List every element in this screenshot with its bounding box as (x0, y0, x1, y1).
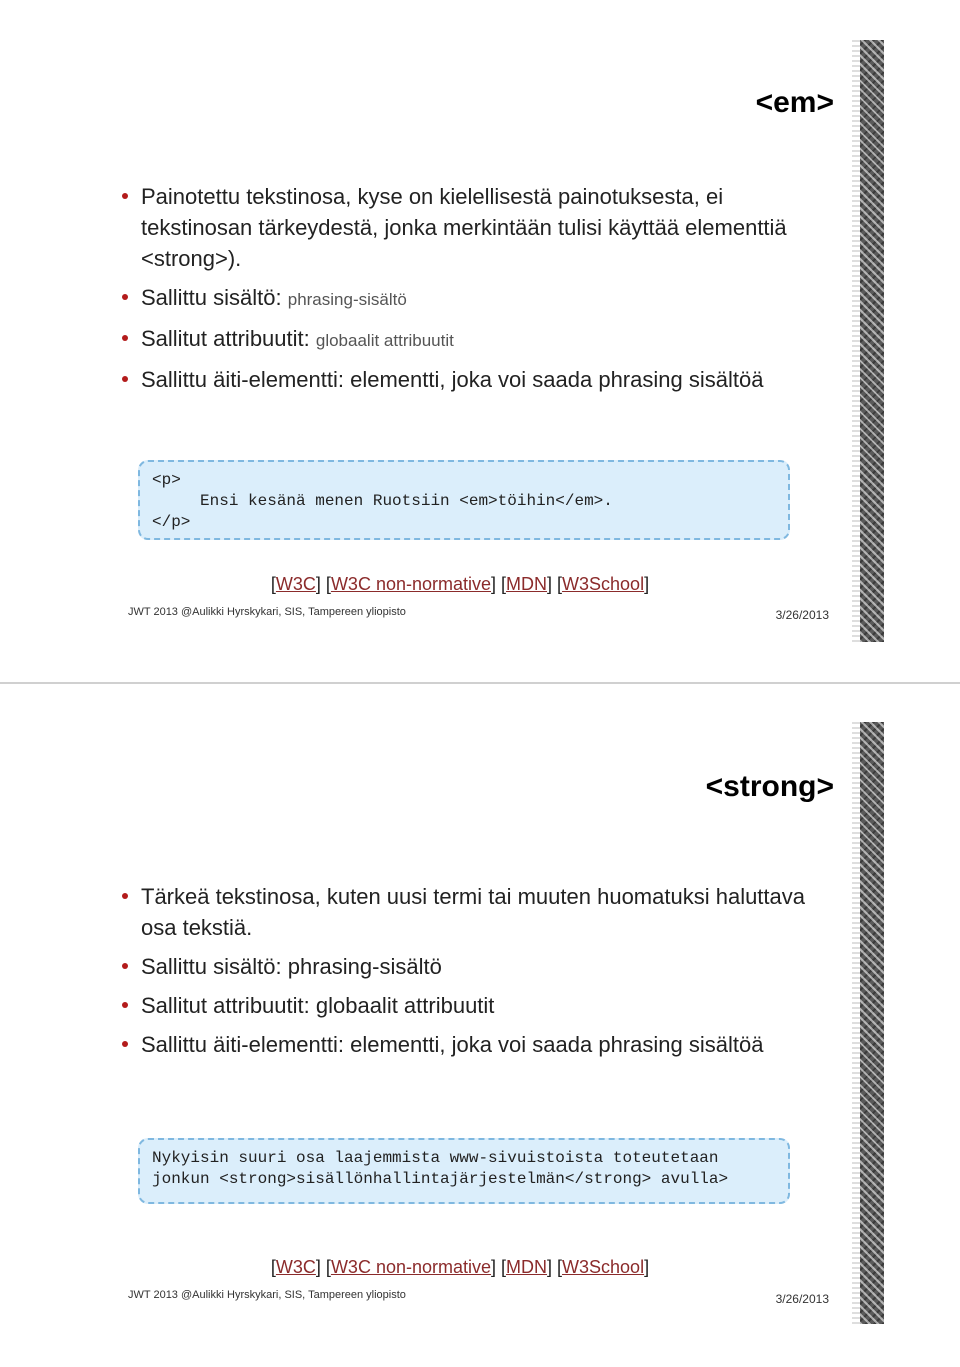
slide-footer: JWT 2013 @Aulikki Hyrskykari, SIS, Tampereen yliopisto (128, 606, 406, 618)
bullet-item (120, 364, 810, 395)
ref-link-w3c-non-normative[interactable]: W3C non-normative (330, 1257, 491, 1277)
code-example: Nykyisin suuri osa laajemmista www-sivuistoista toteutetaan jonkun <strong>sisällönhallintajärjestelmän</strong> avulla> (138, 1138, 790, 1204)
ref-link-w3c-non-normative[interactable]: W3C non-normative (330, 574, 491, 594)
slide-footer: JWT 2013 @Aulikki Hyrskykari, SIS, Tampereen yliopisto (128, 1289, 406, 1301)
bullet-item (120, 323, 810, 356)
bullet-item (120, 951, 810, 982)
ref-link-mdn[interactable]: MDN (506, 574, 548, 594)
bullet-text: Sallitut attribuutit: (141, 326, 316, 351)
bullet-list (120, 181, 810, 395)
slide-strong (0, 684, 960, 1367)
decorative-pattern-strip (860, 722, 884, 1324)
slide-em (0, 0, 960, 683)
bullet-item (120, 1029, 810, 1060)
bullet-detail: phrasing-sisältö (287, 290, 407, 309)
code-example: <p> Ensi kesänä menen Ruotsiin <em>töihin</em>. </p> (138, 460, 790, 540)
bullet-dot-icon (122, 1041, 128, 1047)
ref-link-w3c[interactable]: W3C (275, 574, 316, 594)
ref-link-w3school[interactable]: W3School (562, 1257, 645, 1277)
bullet-text: Sallittu äiti-elementti: elementti, joka voi saada phrasing sisältöä (141, 1032, 764, 1057)
bullet-item (120, 881, 810, 943)
reference-links: [W3C] [W3C non-normative] [MDN] [W3School] (270, 1257, 650, 1277)
bullet-dot-icon (122, 893, 128, 899)
slide-date: 3/26/2013 (775, 1292, 829, 1306)
slide-title: <em> (755, 86, 834, 119)
bullet-dot-icon (122, 1002, 128, 1008)
bullet-text: Tärkeä tekstinosa, kuten uusi termi tai muuten huomatuksi haluttava osa tekstiä. (141, 884, 806, 940)
bullet-dot-icon (122, 193, 128, 199)
ref-link-mdn[interactable]: MDN (506, 1257, 548, 1277)
ref-link-w3c[interactable]: W3C (275, 1257, 316, 1277)
reference-links: [W3C] [W3C non-normative] [MDN] [W3School] (270, 574, 650, 594)
bullet-list (120, 881, 810, 1060)
bullet-dot-icon (122, 376, 128, 382)
ref-link-w3school[interactable]: W3School (562, 574, 645, 594)
bullet-item (120, 181, 810, 274)
bullet-item (120, 990, 810, 1021)
bullet-text: Painotettu tekstinosa, kyse on kielellisestä painotuksesta, ei tekstinosan tärkeydestä, jonka merkintään tulisi käyttää elementtiä <strong>). (141, 184, 787, 271)
bullet-dot-icon (122, 335, 128, 341)
bullet-text: Sallittu äiti-elementti: elementti, joka voi saada phrasing sisältöä (141, 367, 764, 392)
bullet-detail: globaalit attribuutit (315, 331, 454, 350)
decorative-pattern-strip (860, 40, 884, 642)
bullet-item (120, 282, 810, 315)
bullet-text: Sallitut attribuutit: globaalit attribuutit (141, 993, 495, 1018)
bullet-dot-icon (122, 294, 128, 300)
slide-date: 3/26/2013 (775, 608, 829, 622)
bullet-text: Sallittu sisältö: phrasing-sisältö (141, 954, 442, 979)
bullet-dot-icon (122, 963, 128, 969)
slide-title: <strong> (705, 770, 834, 803)
bullet-text: Sallittu sisältö: (141, 285, 288, 310)
